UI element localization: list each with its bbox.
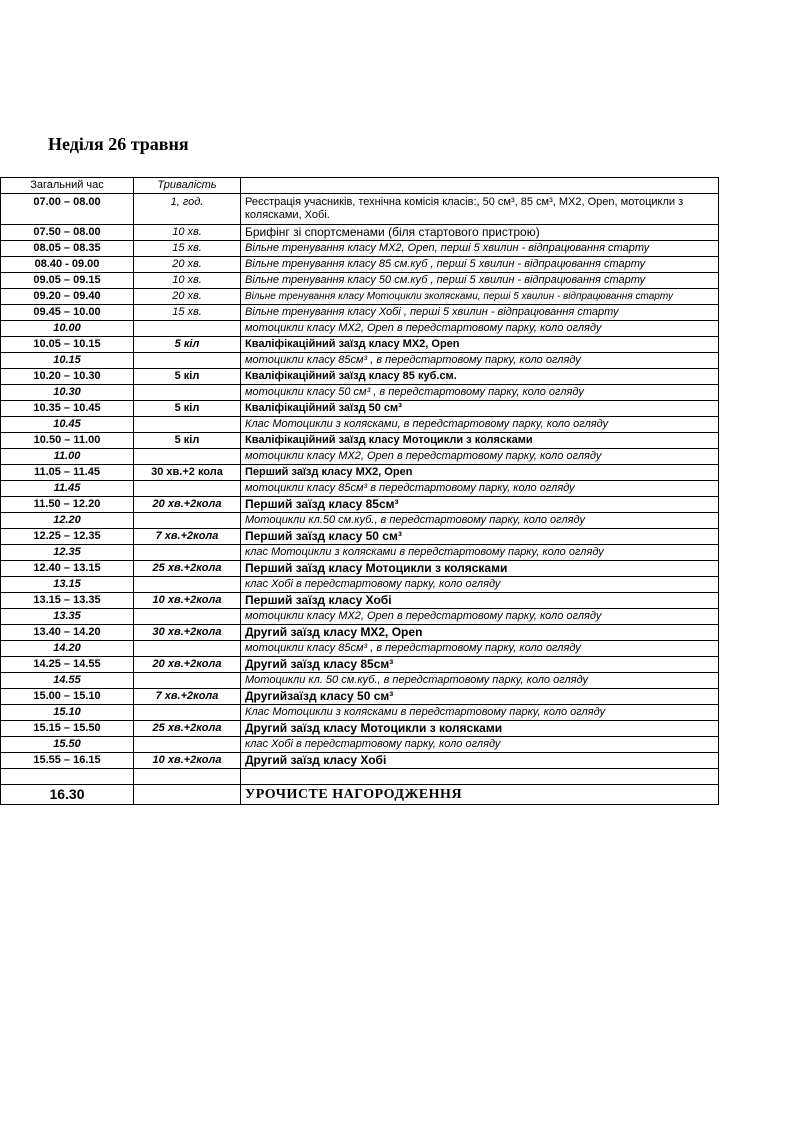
description-cell: Вільне тренування класу Хобі , перші 5 хвилин - відпрацювання старту [241,305,719,321]
table-row [1,225,719,241]
duration-cell: 10 хв. [134,273,241,289]
table-row [1,689,719,705]
table-row [1,529,719,545]
duration-cell: 20 хв. [134,289,241,305]
description-cell: Другий заїзд класу 85см³ [241,657,719,673]
description-cell: мотоцикли класу МХ2, Open в передстартовому парку, коло огляду [241,449,719,465]
time-cell: 10.15 [1,353,134,369]
table-row [1,497,719,513]
time-cell: 12.35 [1,545,134,561]
duration-cell: 25 хв.+2кола [134,721,241,737]
description-cell: клас Хобі в передстартовому парку, коло огляду [241,737,719,753]
time-cell: 07.50 – 08.00 [1,225,134,241]
time-cell: 10.30 [1,385,134,401]
table-row [1,593,719,609]
description-cell: Кваліфікаційний заїзд класу Мотоцикли з колясками [241,433,719,449]
description-cell: Другий заїзд класу Мотоцикли з колясками [241,721,719,737]
description-cell: Кваліфікаційний заїзд 50 см³ [241,401,719,417]
table-row [1,577,719,593]
description-cell: Клас Мотоцикли з колясками, в передстартовому парку, коло огляду [241,417,719,433]
time-cell: 14.20 [1,641,134,657]
description-cell: Реєстрація учасників, технічна комісія класів:, 50 см³, 85 см³, МХ2, Open, мотоцикли з колясками, Хобі. [241,194,719,225]
duration-cell: 30 хв.+2кола [134,625,241,641]
time-cell: 16.30 [1,785,134,805]
table-row [1,561,719,577]
duration-cell: 5 кіл [134,433,241,449]
time-cell: 10.05 – 10.15 [1,337,134,353]
duration-cell [134,737,241,753]
header-duration: Тривалість [134,178,241,194]
description-cell: мотоцикли класу 85см³ , в передстартовому парку, коло огляду [241,353,719,369]
table-row [1,513,719,529]
time-cell: 11.05 – 11.45 [1,465,134,481]
description-cell: Перший заїзд класу 85см³ [241,497,719,513]
description-cell: Вільне тренування класу МХ2, Open, перші 5 хвилин - відпрацювання старту [241,241,719,257]
duration-cell [134,481,241,497]
table-row [1,545,719,561]
time-cell: 14.55 [1,673,134,689]
duration-cell [134,449,241,465]
table-row [1,353,719,369]
time-cell: 08.40 - 09.00 [1,257,134,273]
description-cell: Клас Мотоцикли з колясками в передстартовому парку, коло огляду [241,705,719,721]
table-row [1,417,719,433]
duration-cell [134,321,241,337]
description-cell: Вільне тренування класу 85 см.куб , перші 5 хвилин - відпрацювання старту [241,257,719,273]
duration-cell [134,641,241,657]
table-row [1,401,719,417]
table-row [1,369,719,385]
duration-cell: 15 хв. [134,241,241,257]
table-row [1,273,719,289]
header-description [241,178,719,194]
time-cell: 10.20 – 10.30 [1,369,134,385]
table-row [1,609,719,625]
description-cell: мотоцикли класу 50 см³ , в передстартовому парку, коло огляду [241,385,719,401]
table-row [1,433,719,449]
time-cell: 10.50 – 11.00 [1,433,134,449]
time-cell: 12.25 – 12.35 [1,529,134,545]
duration-cell: 10 хв.+2кола [134,753,241,769]
time-cell: 13.40 – 14.20 [1,625,134,641]
duration-cell: 5 кіл [134,401,241,417]
table-header-row [1,178,719,194]
time-cell: 09.05 – 09.15 [1,273,134,289]
table-row [1,737,719,753]
description-cell: клас Мотоцикли з колясками в передстартовому парку, коло огляду [241,545,719,561]
time-cell: 09.20 – 09.40 [1,289,134,305]
table-row [1,785,719,805]
table-row [1,289,719,305]
table-row [1,385,719,401]
time-cell: 13.35 [1,609,134,625]
duration-cell: 5 кіл [134,369,241,385]
duration-cell: 15 хв. [134,305,241,321]
time-cell: 15.10 [1,705,134,721]
time-cell: 13.15 [1,577,134,593]
duration-cell: 1, год. [134,194,241,225]
description-cell: клас Хобі в передстартовому парку, коло огляду [241,577,719,593]
description-cell: мотоцикли класу МХ2, Open в передстартовому парку, коло огляду [241,609,719,625]
duration-cell [134,545,241,561]
description-cell: Кваліфікаційний заїзд класу 85 куб.см. [241,369,719,385]
schedule-table [0,177,719,805]
description-cell: Перший заїзд класу Мотоцикли з колясками [241,561,719,577]
table-row [1,241,719,257]
description-cell: Перший заїзд класу МХ2, Open [241,465,719,481]
duration-cell [134,513,241,529]
table-row [1,481,719,497]
duration-cell [134,577,241,593]
duration-cell [134,609,241,625]
duration-cell [134,705,241,721]
time-cell: 14.25 – 14.55 [1,657,134,673]
page-title: Неділя 26 травня [48,134,189,154]
duration-cell [134,673,241,689]
description-cell [241,769,719,785]
description-cell: Кваліфікаційний заїзд класу МХ2, Open [241,337,719,353]
table-row [1,449,719,465]
table-row [1,769,719,785]
time-cell: 11.45 [1,481,134,497]
duration-cell: 5 кіл [134,337,241,353]
time-cell: 15.55 – 16.15 [1,753,134,769]
duration-cell: 30 хв.+2 кола [134,465,241,481]
table-row [1,657,719,673]
table-row [1,465,719,481]
description-cell: мотоцикли класу МХ2, Open в передстартовому парку, коло огляду [241,321,719,337]
time-cell: 07.00 – 08.00 [1,194,134,225]
time-cell: 10.35 – 10.45 [1,401,134,417]
time-cell: 15.50 [1,737,134,753]
description-cell: УРОЧИСТЕ НАГОРОДЖЕННЯ [241,785,719,805]
duration-cell: 20 хв. [134,257,241,273]
time-cell: 13.15 – 13.35 [1,593,134,609]
description-cell: Другийзаїзд класу 50 см³ [241,689,719,705]
duration-cell: 25 хв.+2кола [134,561,241,577]
table-row [1,753,719,769]
time-cell [1,769,134,785]
time-cell: 15.15 – 15.50 [1,721,134,737]
table-row [1,705,719,721]
duration-cell [134,785,241,805]
duration-cell [134,353,241,369]
time-cell: 10.45 [1,417,134,433]
duration-cell: 7 хв.+2кола [134,529,241,545]
time-cell: 15.00 – 15.10 [1,689,134,705]
duration-cell: 7 хв.+2кола [134,689,241,705]
description-cell: мотоцикли класу 85см³ , в передстартовому парку, коло огляду [241,641,719,657]
table-row [1,337,719,353]
duration-cell: 20 хв.+2кола [134,497,241,513]
table-row [1,321,719,337]
description-cell: мотоцикли класу 85см³ в передстартовому парку, коло огляду [241,481,719,497]
description-cell: Другий заїзд класу Хобі [241,753,719,769]
duration-cell [134,769,241,785]
table-row [1,257,719,273]
table-row [1,721,719,737]
time-cell: 11.50 – 12.20 [1,497,134,513]
table-row [1,625,719,641]
duration-cell: 20 хв.+2кола [134,657,241,673]
description-cell: Перший заїзд класу 50 см³ [241,529,719,545]
table-row [1,641,719,657]
time-cell: 11.00 [1,449,134,465]
description-cell: Брифінг зі спортсменами (біля стартового пристрою) [241,225,719,241]
time-cell: 10.00 [1,321,134,337]
duration-cell [134,385,241,401]
time-cell: 12.40 – 13.15 [1,561,134,577]
description-cell: Перший заїзд класу Хобі [241,593,719,609]
table-row [1,194,719,225]
duration-cell: 10 хв. [134,225,241,241]
duration-cell [134,417,241,433]
time-cell: 09.45 – 10.00 [1,305,134,321]
description-cell: Вільне тренування класу 50 см.куб , перші 5 хвилин - відпрацювання старту [241,273,719,289]
description-cell: Другий заїзд класу МХ2, Open [241,625,719,641]
description-cell: Вільне тренування класу Мотоцикли зколясками, перші 5 хвилин - відпрацювання старту [241,289,719,305]
table-row [1,305,719,321]
header-general-time: Загальний час [1,178,134,194]
duration-cell: 10 хв.+2кола [134,593,241,609]
time-cell: 08.05 – 08.35 [1,241,134,257]
table-row [1,673,719,689]
time-cell: 12.20 [1,513,134,529]
description-cell: Мотоцикли кл.50 см.куб., в передстартовому парку, коло огляду [241,513,719,529]
description-cell: Мотоцикли кл. 50 см.куб., в передстартовому парку, коло огляду [241,673,719,689]
